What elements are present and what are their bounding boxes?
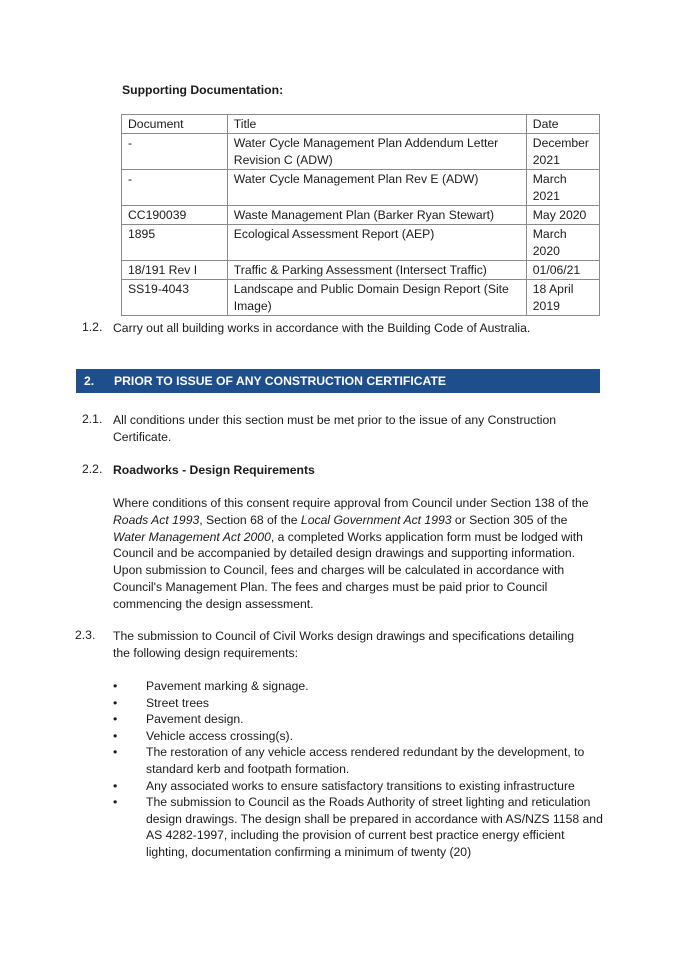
cell-document: - [122, 134, 228, 170]
list-item [113, 778, 603, 795]
cell-title: Water Cycle Management Plan Addendum Letter Revision C (ADW) [227, 134, 526, 170]
header-title: Title [227, 115, 526, 134]
supporting-documents-table [121, 114, 600, 316]
cell-document: 1895 [122, 225, 228, 261]
cell-title: Landscape and Public Domain Design Report (Site Image) [227, 280, 526, 316]
list-item-text: Street trees [146, 695, 209, 710]
paragraph-text: Where conditions of this consent require approval from Council under Section 138 of the [113, 496, 589, 510]
paragraph-text: or Section 305 of the [451, 512, 568, 527]
table-row [122, 225, 600, 261]
list-item [113, 744, 603, 777]
cell-date: December 2021 [526, 134, 599, 170]
section-2-number: 2. [84, 374, 95, 388]
bullet-icon: • [113, 795, 118, 810]
cell-document: SS19-4043 [122, 280, 228, 316]
bullet-icon: • [113, 679, 118, 693]
act-name-local-government: Local Government Act 1993 [300, 512, 452, 527]
item-text-1-2: Carry out all building works in accordance with the Building Code of Australia. [113, 321, 531, 335]
item-number-2-1: 2.1. [82, 412, 103, 426]
cell-title: Ecological Assessment Report (AEP) [227, 225, 526, 261]
table-row [122, 280, 600, 316]
section-2-title: PRIOR TO ISSUE OF ANY CONSTRUCTION CERTIFICATE [114, 374, 447, 388]
supporting-documentation-heading: Supporting Documentation: [122, 83, 284, 97]
list-item [113, 695, 603, 712]
item-number-2-2: 2.2. [82, 462, 103, 476]
cell-title: Water Cycle Management Plan Rev E (ADW) [227, 170, 526, 206]
table-header-row [122, 115, 600, 134]
cell-date: 18 April 2019 [526, 280, 599, 316]
item-paragraph-2-2 [113, 495, 595, 613]
list-item-text: The restoration of any vehicle access rendered redundant by the development, to standard kerb and footpath formation. [146, 745, 585, 776]
bullet-icon: • [113, 695, 118, 710]
header-date: Date [526, 115, 599, 134]
list-item-text: Pavement design. [146, 712, 244, 727]
cell-date: March 2020 [526, 225, 599, 261]
list-item [113, 678, 603, 695]
list-item-text: Any associated works to ensure satisfactory transitions to existing infrastructure [146, 778, 575, 793]
cell-date: March 2021 [526, 170, 599, 206]
list-item-text: The submission to Council as the Roads Authority of street lighting and reticulation design drawings. The design shall be prepared in accordance with AS/NZS 1158 and AS 4282-1997, including the provision of current best practice energy efficient lighting, documentation confirming a minimum of twenty (20) [146, 795, 603, 859]
table-row [122, 170, 600, 206]
item-text-2-1: All conditions under this section must be met prior to the issue of any Construction Certificate. [113, 413, 557, 444]
item-number-1-2: 1.2. [82, 320, 103, 334]
list-item-text: Vehicle access crossing(s). [146, 728, 293, 743]
paragraph-text: , Section 68 of the [199, 512, 301, 527]
list-item [113, 711, 603, 728]
list-item [113, 728, 603, 745]
cell-title: Traffic & Parking Assessment (Intersect Traffic) [227, 261, 526, 280]
header-document: Document [122, 115, 228, 134]
cell-document: CC190039 [122, 206, 228, 225]
table-row [122, 134, 600, 170]
item-number-2-3: 2.3. [75, 628, 96, 642]
table-row [122, 261, 600, 280]
paragraph-text: , a completed Works application form must be lodged with Council and be accompanied by detailed design drawings and supporting information. Upon submission to Council, fees and charges will be calculated in accordance with Council's Management Plan. The fees and charges must be paid prior to Council commencing the design assessment. [113, 529, 583, 611]
bullet-icon: • [113, 728, 118, 743]
act-name-roads: Roads Act 1993 [113, 512, 200, 527]
cell-date: May 2020 [526, 206, 599, 225]
cell-document: 18/191 Rev I [122, 261, 228, 280]
design-requirements-list [113, 678, 603, 861]
cell-document: - [122, 170, 228, 206]
section-2-header [76, 369, 600, 393]
bullet-icon: • [113, 745, 118, 760]
bullet-icon: • [113, 712, 118, 727]
item-text-2-3: The submission to Council of Civil Works design drawings and specifications detailing the following design requirements: [113, 629, 575, 660]
cell-date: 01/06/21 [526, 261, 599, 280]
bullet-icon: • [113, 778, 118, 793]
table-row [122, 206, 600, 225]
cell-title: Waste Management Plan (Barker Ryan Stewart) [227, 206, 526, 225]
list-item [113, 794, 603, 860]
item-title-2-2: Roadworks - Design Requirements [113, 463, 315, 477]
act-name-water-management: Water Management Act 2000 [113, 529, 271, 544]
list-item-text: Pavement marking & signage. [146, 679, 309, 693]
